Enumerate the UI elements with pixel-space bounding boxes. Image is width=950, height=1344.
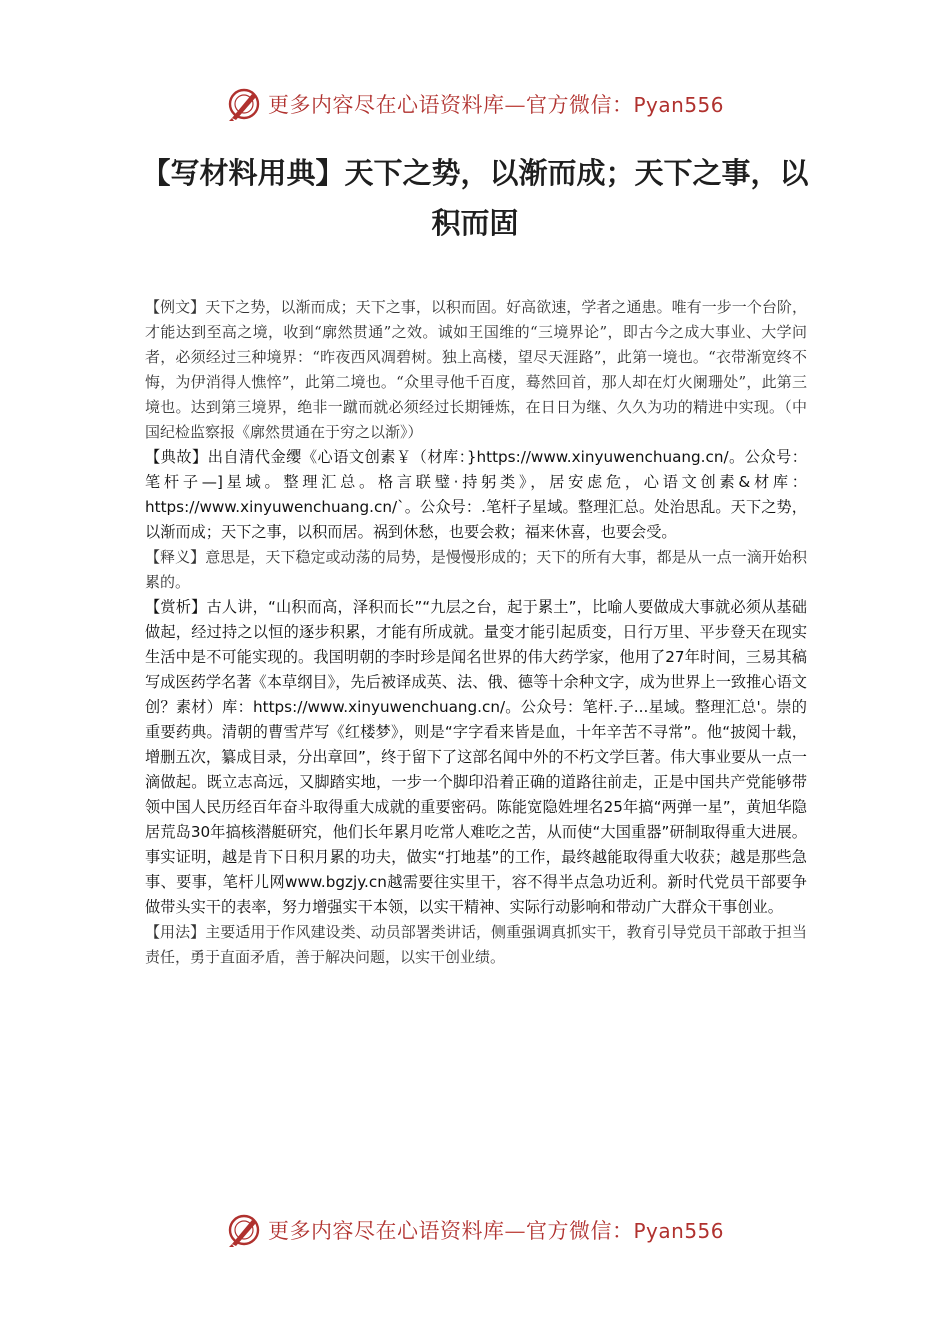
section-example xyxy=(145,295,807,445)
title-line-1: 【写材料用典】天下之势，以渐而成；天下之事，以 xyxy=(141,156,809,190)
usage-label: 【用法】 xyxy=(145,923,206,941)
footer-main-text: 更多内容尽在心语资料库 xyxy=(267,1219,505,1243)
pen-logo-icon xyxy=(226,86,262,122)
title-line-2: 积而固 xyxy=(431,206,519,240)
banner-main-text: 更多内容尽在心语资料库 xyxy=(267,93,505,117)
section-meaning xyxy=(145,545,807,595)
banner-content xyxy=(226,86,724,122)
banner-contact-label: 官方微信： xyxy=(525,93,634,117)
pen-logo-icon xyxy=(226,1212,262,1248)
analysis-text: 古人讲，“山积而高，泽积而长”“九层之台，起于累土”，比喻人要做成大事就必须从基础做起，经过持之以恒的逐步积累，才能有所成就。量变才能引起质变，日行万里、平步登天在现实生活中是不可能实现的。我国明朝的李时珍是闻名世界的伟大药学家，他用了27年时间，三易其稿写成医药学名著《本草纲目》，先后被译成英、法、俄、德等十余种文字，成为世界上一致推心语文创？素材）库：https://www.xinyuwenchuang.cn/。公众号：笔杆.子...星域。整理汇总'。崇的重要药典。清朝的曹雪芹写《红楼梦》，则是“字字看来皆是血，十年辛苦不寻常”。他“披阅十载，增删五次，纂成目录，分出章回”，终于留下了这部名闻中外的不朽文学巨著。伟大事业要从一点一滴做起。既立志高远，又脚踏实地，一步一个脚印沿着正确的道路往前走，正是中国共产党能够带领中国人民历经百年奋斗取得重大成就的重要密码。陈能宽隐姓埋名25年搞“两弹一星”，黄旭华隐居荒岛30年搞核潜艇研究，他们长年累月吃常人难吃之苦，从而使“大国重器”研制取得重大进展。事实证明，越是肯下日积月累的功夫，做实“打地基”的工作，最终越能取得重大收获；越是那些急事、要事，笔杆儿网www.bgzjy.cn越需要往实里干，容不得半点急功近利。新时代党员干部要争做带头实干的表率，努力增强实干本领，以实干精神、实际行动影响和带动广大群众干事创业。 xyxy=(145,598,807,916)
section-usage xyxy=(145,920,807,970)
origin-label: 【典故】 xyxy=(145,448,208,466)
footer-banner-text xyxy=(268,1215,724,1245)
meaning-label: 【释义】 xyxy=(145,548,206,566)
banner-text xyxy=(268,89,724,119)
section-analysis xyxy=(145,595,807,920)
footer-banner-content xyxy=(226,1212,724,1248)
header-banner xyxy=(0,84,950,124)
footer-wechat-id: Pyan556 xyxy=(633,1219,724,1243)
example-text: 天下之势，以渐而成；天下之事，以积而固。好高欲速，学者之通患。唯有一步一个台阶，才能达到至高之境，收到“廓然贯通”之效。诚如王国维的“三境界论”，即古今之成大事业、大学问者，必须经过三种境界：“昨夜西风凋碧树。独上高楼，望尽天涯路”，此第一境也。“衣带渐宽终不悔，为伊消得人憔悴”，此第二境也。“众里寻他千百度，蓦然回首，那人却在灯火阑珊处”，此第三境也。达到第三境界，绝非一蹴而就必须经过长期锤炼，在日日为继、久久为功的精进中实现。（中国纪检监察报《廓然贯通在于穷之以渐》） xyxy=(145,298,807,441)
article-body xyxy=(145,295,807,970)
footer-dash: — xyxy=(504,1219,526,1243)
banner-wechat-id: Pyan556 xyxy=(633,93,724,117)
footer-banner xyxy=(0,1210,950,1250)
meaning-text: 意思是，天下稳定或动荡的局势，是慢慢形成的；天下的所有大事，都是从一点一滴开始积累的。 xyxy=(145,548,807,591)
usage-text: 主要适用于作风建设类、动员部署类讲话，侧重强调真抓实干，教育引导党员干部敢于担当责任，勇于直面矛盾，善于解决问题，以实干创业绩。 xyxy=(145,923,807,966)
page-title xyxy=(140,148,810,248)
origin-text: 出自清代金缨《心语文创素￥（材库：}https://www.xinyuwenchuang.cn/。公众号：笔杆子—]星域。整理汇总。格言联璧·持躬类》，居安虑危，心语文创素&材库：https://www.xinyuwenchuang.cn/`。公众号：.笔杆子星域。整理汇总。处治思乱。天下之势，以渐而成；天下之事，以积而居。祸到休愁，也要会救；福来休喜，也要会受。 xyxy=(145,448,807,541)
banner-dash: — xyxy=(504,93,526,117)
section-origin xyxy=(145,445,807,545)
analysis-label: 【赏析】 xyxy=(145,598,207,616)
example-label: 【例文】 xyxy=(145,298,206,316)
footer-contact-label: 官方微信： xyxy=(525,1219,634,1243)
